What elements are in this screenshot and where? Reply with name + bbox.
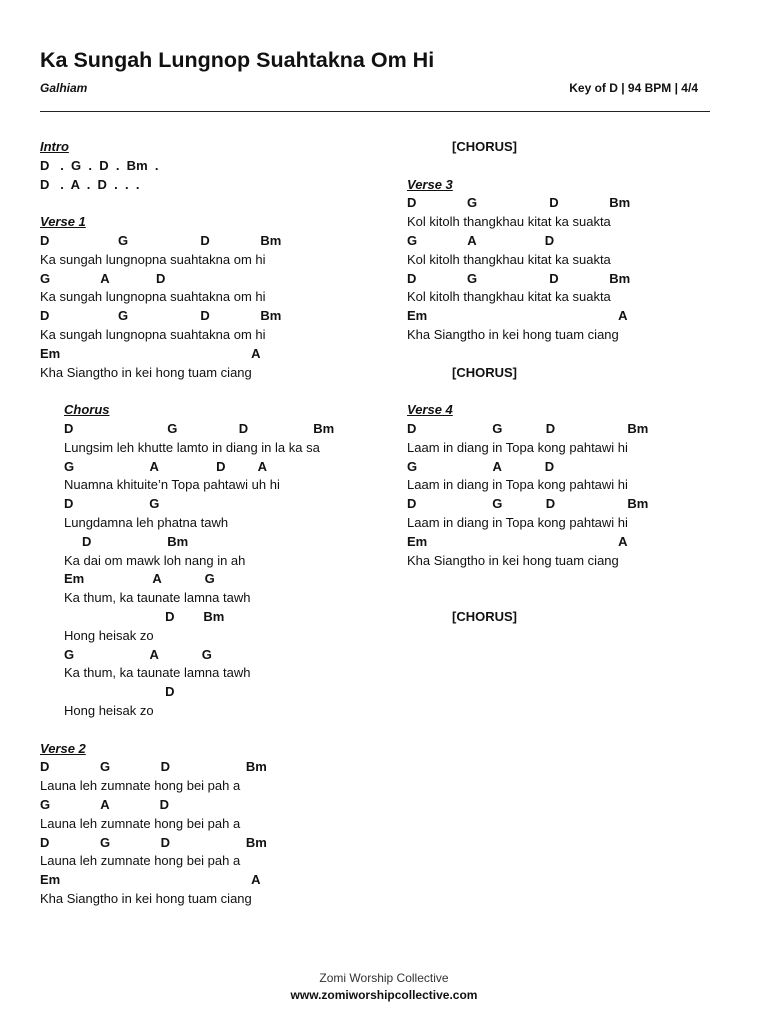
lyric-line: Laam in diang in Topa kong pahtawi hi bbox=[407, 515, 628, 530]
chord-line: D bbox=[64, 684, 175, 699]
chorus-reference: [CHORUS] bbox=[452, 139, 517, 154]
chord-line: Em A bbox=[407, 534, 628, 549]
lyric-line: Kha Siangtho in kei hong tuam ciang bbox=[407, 327, 619, 342]
lyric-line: Kha Siangtho in kei hong tuam ciang bbox=[40, 365, 252, 380]
chord-line: D G D Bm bbox=[40, 759, 267, 774]
section-heading: Verse 3 bbox=[407, 177, 453, 192]
lyric-line: Ka sungah lungnopna suahtakna om hi bbox=[40, 327, 266, 342]
lyric-line: Kol kitolh thangkhau kitat ka suakta bbox=[407, 214, 611, 229]
chord-line: D G D Bm bbox=[40, 233, 282, 248]
chord-line: D G D Bm bbox=[407, 496, 649, 511]
lyric-line: Ka sungah lungnopna suahtakna om hi bbox=[40, 289, 266, 304]
chord-line: D G D Bm bbox=[407, 271, 631, 286]
lyric-line: Kol kitolh thangkhau kitat ka suakta bbox=[407, 252, 611, 267]
chord-line: D Bm bbox=[64, 534, 189, 549]
lyric-line: Kol kitolh thangkhau kitat ka suakta bbox=[407, 289, 611, 304]
lyric-line: Lungdamna leh phatna tawh bbox=[64, 515, 229, 530]
header-divider bbox=[40, 111, 710, 112]
lyric-line: Ka thum, ka taunate lamna tawh bbox=[64, 590, 251, 605]
chord-line: D . G . D . Bm . bbox=[40, 158, 159, 173]
lyric-line: Lungsim leh khutte lamto in diang in la ka sa bbox=[64, 440, 320, 455]
lyric-line: Hong heisak zo bbox=[64, 628, 154, 643]
chord-line: Em A bbox=[40, 346, 261, 361]
chord-line: Em A G bbox=[64, 571, 215, 586]
chorus-reference: [CHORUS] bbox=[452, 609, 517, 624]
lyric-line: Hong heisak zo bbox=[64, 703, 154, 718]
chord-line: D G D Bm bbox=[40, 308, 282, 323]
section-heading: Verse 2 bbox=[40, 741, 86, 756]
chord-line: D G D Bm bbox=[40, 835, 267, 850]
lyric-line: Kha Siangtho in kei hong tuam ciang bbox=[40, 891, 252, 906]
song-author: Galhiam bbox=[40, 81, 88, 95]
chord-line: G A D bbox=[407, 459, 555, 474]
lyric-line: Ka dai om mawk loh nang in ah bbox=[64, 553, 246, 568]
lyric-line: Launa leh zumnate hong bei pah a bbox=[40, 853, 241, 868]
chord-line: D G D Bm bbox=[407, 195, 631, 210]
lyric-line: Ka thum, ka taunate lamna tawh bbox=[64, 665, 251, 680]
chorus-reference: [CHORUS] bbox=[452, 365, 517, 380]
section-heading: Verse 4 bbox=[407, 402, 453, 417]
chord-line: G A D bbox=[40, 797, 170, 812]
lyric-line: Laam in diang in Topa kong pahtawi hi bbox=[407, 477, 628, 492]
chord-line: D . A . D . . . bbox=[40, 177, 140, 192]
chord-line: G A D bbox=[40, 271, 166, 286]
song-title: Ka Sungah Lungnop Suahtakna Om Hi bbox=[40, 48, 435, 72]
chord-line: D G bbox=[64, 496, 160, 511]
chord-line: G A G bbox=[64, 647, 212, 662]
chord-line: G A D A bbox=[64, 459, 267, 474]
lyric-line: Nuamna khituite’n Topa pahtawi uh hi bbox=[64, 477, 280, 492]
footer-url: www.zomiworshipcollective.com bbox=[290, 988, 478, 1002]
lyric-line: Launa leh zumnate hong bei pah a bbox=[40, 778, 241, 793]
section-heading: Verse 1 bbox=[40, 214, 86, 229]
section-heading: Intro bbox=[40, 139, 69, 154]
chord-line: D G D Bm bbox=[64, 421, 335, 436]
song-meta: Key of D | 94 BPM | 4/4 bbox=[569, 81, 698, 95]
chord-line: D Bm bbox=[64, 609, 225, 624]
chord-line: Em A bbox=[407, 308, 628, 323]
lyric-line: Laam in diang in Topa kong pahtawi hi bbox=[407, 440, 628, 455]
lyric-line: Ka sungah lungnopna suahtakna om hi bbox=[40, 252, 266, 267]
lyric-line: Launa leh zumnate hong bei pah a bbox=[40, 816, 241, 831]
section-heading: Chorus bbox=[64, 402, 110, 417]
chord-line: D G D Bm bbox=[407, 421, 649, 436]
chord-line: G A D bbox=[407, 233, 555, 248]
footer-org: Zomi Worship Collective bbox=[319, 971, 449, 985]
chord-line: Em A bbox=[40, 872, 261, 887]
lyric-line: Kha Siangtho in kei hong tuam ciang bbox=[407, 553, 619, 568]
